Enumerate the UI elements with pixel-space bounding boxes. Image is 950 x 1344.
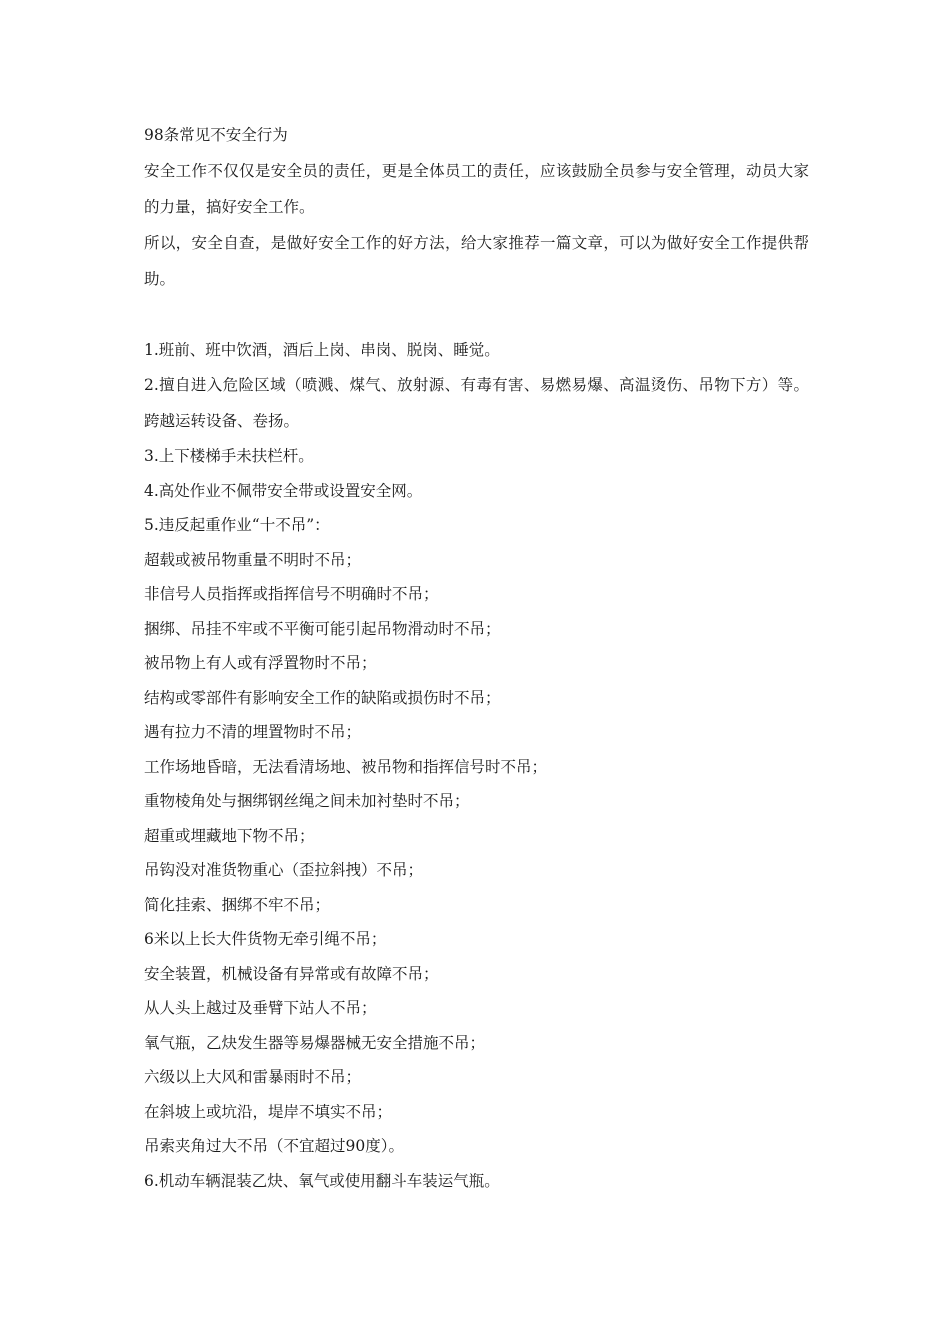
sub-list-item: 氧气瓶，乙炔发生器等易爆器械无安全措施不吊； <box>144 1033 486 1052</box>
sub-list-item: 超载或被吊物重量不明时不吊； <box>144 550 362 569</box>
sub-list-item: 非信号人员指挥或指挥信号不明确时不吊； <box>144 585 439 603</box>
list-item: 3.上下楼梯手未扶栏杆。 <box>144 447 314 465</box>
sub-list-item: 在斜坡上或坑沿，堤岸不填实不吊； <box>144 1102 393 1121</box>
sub-list-item: 工作场地昏暗，无法看清场地、被吊物和指挥信号时不吊； <box>144 757 548 776</box>
document-body <box>144 118 809 1198</box>
list-item: 5.违反起重作业“十不吊”： <box>144 516 330 534</box>
list-item: 2.擅自进入危险区域（喷溅、煤气、放射源、有毒有害、易燃易爆、高温烫伤、吊物下方）等。跨越运转设备、卷扬。 <box>144 376 809 430</box>
sub-list-item: 捆绑、吊挂不牢或不平衡可能引起吊物滑动时不吊； <box>144 619 501 638</box>
sub-list-item: 简化挂索、捆绑不牢不吊； <box>144 895 331 914</box>
sub-list-item: 吊索夹角过大不吊（不宜超过90度）。 <box>144 1137 404 1155</box>
sub-list-item: 结构或零部件有影响安全工作的缺陷或损伤时不吊； <box>144 688 501 707</box>
intro-paragraph: 安全工作不仅仅是安全员的责任，更是全体员工的责任，应该鼓励全员参与安全管理，动员大家的力量，搞好安全工作。 <box>144 161 809 216</box>
list-item: 4.高处作业不佩带安全带或设置安全网。 <box>144 481 423 500</box>
sub-list-item: 吊钩没对准货物重心（歪拉斜拽）不吊； <box>144 861 424 879</box>
blank-line <box>144 297 809 333</box>
sub-list-item: 重物棱角处与捆绑钢丝绳之间未加衬垫时不吊； <box>144 792 470 810</box>
sub-list-item: 六级以上大风和雷暴雨时不吊； <box>144 1068 362 1086</box>
document-title: 98条常见不安全行为 <box>144 126 288 144</box>
sub-list-item: 安全装置，机械设备有异常或有故障不吊； <box>144 964 439 983</box>
list-item: 6.机动车辆混装乙炔、氧气或使用翻斗车装运气瓶。 <box>144 1171 500 1190</box>
sub-list-item: 遇有拉力不清的埋置物时不吊； <box>144 723 362 741</box>
intro-paragraph: 所以，安全自查，是做好安全工作的好方法，给大家推荐一篇文章，可以为做好安全工作提供帮助。 <box>144 233 809 288</box>
sub-list-item: 超重或埋藏地下物不吊； <box>144 826 315 845</box>
sub-list-item: 被吊物上有人或有浮置物时不吊； <box>144 654 377 672</box>
list-item: 1.班前、班中饮酒，酒后上岗、串岗、脱岗、睡觉。 <box>144 340 500 359</box>
sub-list-item: 从人头上越过及垂臂下站人不吊； <box>144 999 377 1017</box>
sub-list-item: 6米以上长大件货物无牵引绳不吊； <box>144 930 387 948</box>
